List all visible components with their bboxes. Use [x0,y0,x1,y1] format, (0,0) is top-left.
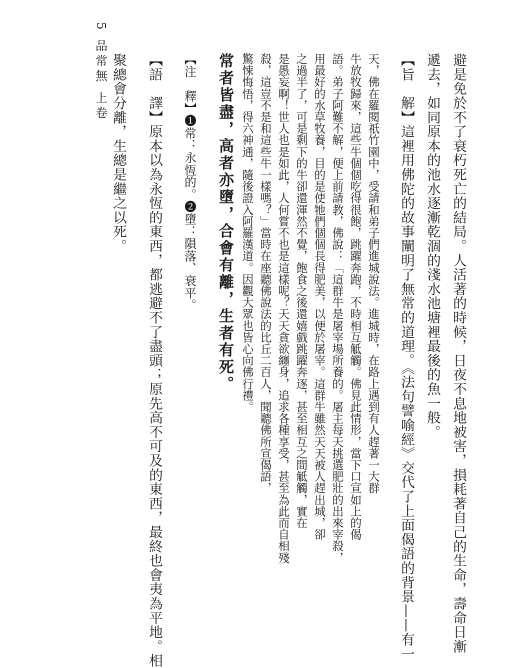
text-line: 遞去，如同原本的池水逐漸乾涸的淺水池塘裡最後的魚一般。 [424,53,440,440]
commentary-line: 牛放牧歸來，這些牛個個吃得很飽，跳躍奔跑，不時相互觝觸。佛見此情形，當下口宣如上的偈 [349,53,363,541]
commentary-line: 天，佛在羅閱祇竹園中，受請和弟子們進城說法。進城時，在路上遇到有人趕著一大群 [367,53,381,494]
commentary-line: 殺，這豈不是和這些牛一樣嗎？」當時在座聽佛說法的比丘二百人，聞聽佛所宣偈語， [259,53,273,494]
translation-line: 聚總會分離，生總是繼之以死。 [110,53,126,254]
verse-line: 常者皆盡，高者亦墮，合會有離，生者有死。 [217,53,235,393]
commentary-line: 驚悚悔悟，得六神通，隨後證入阿羅漢道。因觀大眾也皆心向佛行禮。 [241,53,255,413]
page-number: 5 [94,22,108,33]
text-line: 避是免於不了衰朽死亡的結局。人活著的時候，日夜不息地被害，損耗著自己的生命，壽命日漸 [450,53,466,654]
vertical-text-block [105,53,471,668]
commentary-line: 【旨 解】這裡用佛陀的故事闡明了無常的道理。《法句譬喻經》交代了上面偈語的背景——有一 [398,53,414,661]
commentary-line: 用最好的水草牧養，目的是使牠們個個長得肥美，以便於屠宰。這群牛雖然天天被人趕出城，卻 [313,53,327,541]
translation-line: 【語 譯】原本以為永恆的東西，都逃避不了盡頭；原先高不可及的東西，最終也會夷為平地。相 [146,53,162,668]
commentary-line: 語。弟子阿難不解，便上前請教，佛說：「這群牛是屠宰場所養的。屠主每天挑選肥壯的出來宰殺， [331,53,345,564]
note-line: 【注 釋】❶常：永恆的。❷墮：隕落、衰平。 [183,53,197,312]
commentary-line: 是愚妄啊！世人也是如此，人何嘗不也是這樣呢？天天貪欲纏身，追求各種享受，甚至為此而自相殘 [277,53,291,564]
commentary-line: 之過半了，可是剩下的牛卻還渾然不覺，飽食之後還嬉戲跳躍奔逐，甚至相互之間觝觸，實在 [295,53,309,529]
book-title: 品常無 上卷 [94,39,108,122]
